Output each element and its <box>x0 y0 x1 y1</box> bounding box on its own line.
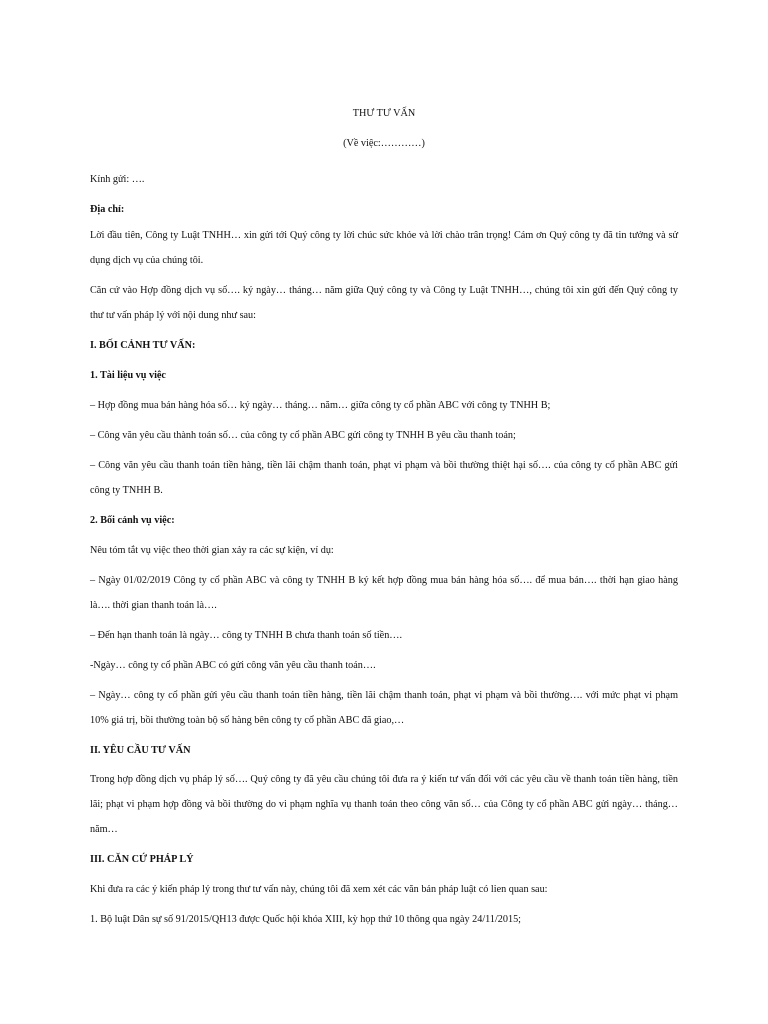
intro-paragraph: Lời đầu tiên, Công ty Luật TNHH… xin gửi tới Quý công ty lời chúc sức khỏe và lời chào trân trọng! Cám ơn Quý công ty đã tin tưởng và sử dụng dịch vụ của chúng tôi. <box>90 230 678 266</box>
section-heading-context: I. BỐI CẢNH TƯ VẤN: <box>90 340 196 351</box>
section-heading-legal: III. CĂN CỨ PHÁP LÝ <box>90 854 194 865</box>
legal-intro: Khi đưa ra các ý kiến pháp lý trong thư tư vấn này, chúng tôi đã xem xét các văn bản pháp luật có lien quan sau: <box>90 884 548 895</box>
event-item: – Đến hạn thanh toán là ngày… công ty TNHH B chưa thanh toán số tiền…. <box>90 630 403 641</box>
basis-paragraph: Căn cứ vào Hợp đồng dịch vụ số…. ký ngày… tháng… năm giữa Quý công ty và Công ty Luật TNHH…, chúng tôi xin gửi đến Quý công ty thư tư vấn pháp lý với nội dung như sau: <box>90 285 678 321</box>
context-intro: Nêu tóm tắt vụ việc theo thời gian xảy ra các sự kiện, ví dụ: <box>90 545 334 556</box>
subheading-documents: 1. Tài liệu vụ việc <box>90 370 166 381</box>
document-item: – Hợp đồng mua bán hàng hóa số… ký ngày… tháng… năm… giữa công ty cổ phần ABC với công ty TNHH B; <box>90 400 551 411</box>
document-subtitle: (Về việc:…………) <box>343 138 425 149</box>
section-heading-request: II. YÊU CẦU TƯ VẤN <box>90 745 191 756</box>
address-label: Địa chỉ: <box>90 204 125 215</box>
document-item: – Công văn yêu cầu thành toán số… của công ty cổ phần ABC gửi công ty TNHH B yêu cầu thanh toán; <box>90 430 516 441</box>
event-item: -Ngày… công ty cổ phần ABC có gửi công văn yêu cầu thanh toán…. <box>90 660 376 671</box>
subheading-context: 2. Bối cảnh vụ việc: <box>90 515 175 526</box>
greeting: Kính gửi: …. <box>90 174 145 185</box>
event-item: – Ngày 01/02/2019 Công ty cổ phần ABC và công ty TNHH B ký kết hợp đồng mua bán hàng hóa số…. để mua bán…. thời hạn giao hàng là…. thời gian thanh toán là…. <box>90 575 678 611</box>
request-paragraph: Trong hợp đồng dịch vụ pháp lý số…. Quý công ty đã yêu cầu chúng tôi đưa ra ý kiến tư vấn đối với các yêu cầu về thanh toán tiền hàng, tiền lãi; phạt vi phạm hợp đồng và bồi thường do vi phạm nghĩa vụ thanh toán theo công văn số… của Công ty cổ phần ABC gửi ngày… tháng… năm… <box>90 774 678 835</box>
event-item: – Ngày… công ty cổ phần gửi yêu cầu thanh toán tiền hàng, tiền lãi chậm thanh toán, phạt vi phạm và bồi thường…. với mức phạt vi phạm 10% giá trị, bồi thường toàn bộ số hàng bên công ty cổ phần ABC đã giao,… <box>90 690 678 726</box>
law-item: 1. Bộ luật Dân sự số 91/2015/QH13 được Quốc hội khóa XIII, kỳ họp thứ 10 thông qua ngày 24/11/2015; <box>90 914 522 925</box>
document-item: – Công văn yêu cầu thanh toán tiền hàng, tiền lãi chậm thanh toán, phạt vi phạm và bồi thường thiệt hại số…. của công ty cổ phần ABC gửi công ty TNHH B. <box>90 460 678 496</box>
document-title: THƯ TƯ VẤN <box>352 108 416 119</box>
